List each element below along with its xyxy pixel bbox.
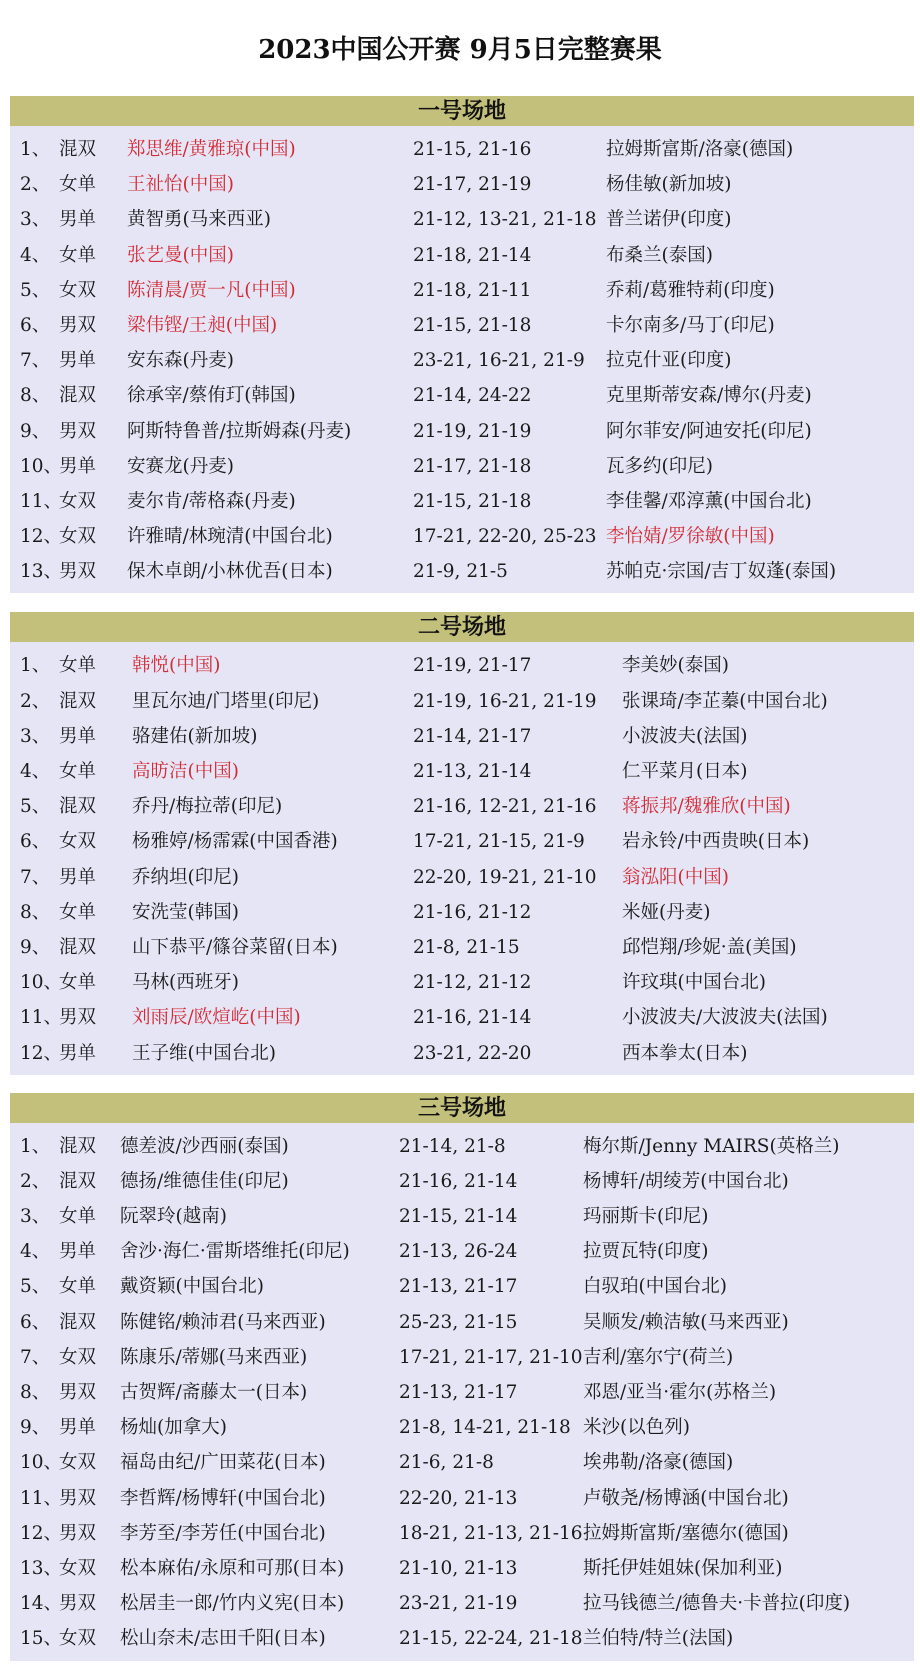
player-two: 杨佳敏(新加坡) (606, 174, 732, 196)
player-one: 德差波/沙西丽(泰国) (120, 1135, 289, 1157)
match-number: 11、 (20, 1487, 63, 1509)
match-event: 混双 (59, 1311, 97, 1333)
player-one: 李芳至/李芳任(中国台北) (120, 1522, 326, 1544)
match-event: 女双 (59, 1628, 97, 1650)
match-event: 男单 (59, 1417, 97, 1439)
match-score: 21-16, 21-14 (399, 1170, 518, 1192)
player-two: 克里斯蒂安森/博尔(丹麦) (606, 385, 812, 407)
match-row (10, 1000, 914, 1035)
match-number: 9、 (20, 936, 51, 958)
match-score: 21-18, 21-14 (413, 244, 532, 266)
match-number: 7、 (20, 866, 51, 888)
player-two: 乔莉/葛雅特莉(印度) (606, 279, 775, 301)
match-event: 女双 (59, 526, 97, 548)
match-score: 21-19, 21-19 (413, 420, 532, 442)
player-two: 普兰诺伊(印度) (606, 209, 732, 231)
player-two: 张课琦/李芷蓁(中国台北) (622, 690, 828, 712)
player-one: 德扬/维德佳佳(印尼) (120, 1170, 289, 1192)
match-row (10, 308, 914, 343)
player-two: 阿尔菲安/阿迪安托(印尼) (606, 420, 812, 442)
player-one: 保木卓朗/小林优吾(日本) (127, 561, 333, 583)
match-row (10, 754, 914, 789)
player-one: 王子维(中国台北) (132, 1042, 276, 1064)
match-number: 12、 (20, 526, 63, 548)
match-score: 21-16, 21-14 (413, 1007, 532, 1029)
player-two: 米娅(丹麦) (622, 901, 711, 923)
player-one: 许雅晴/林琬清(中国台北) (127, 526, 333, 548)
match-event: 男单 (59, 866, 97, 888)
player-one: 杨雅婷/杨霈霖(中国香港) (132, 831, 338, 853)
match-score: 21-16, 21-12 (413, 901, 532, 923)
player-one: 李哲辉/杨博轩(中国台北) (120, 1487, 326, 1509)
match-number: 11、 (20, 490, 63, 512)
player-one: 徐承宰/蔡侑玎(韩国) (127, 385, 296, 407)
match-event: 女单 (59, 244, 97, 266)
player-two: 梅尔斯/Jenny MAIRS(英格兰) (583, 1135, 840, 1157)
match-score: 21-19, 16-21, 21-19 (413, 690, 597, 712)
match-number: 15、 (20, 1628, 63, 1650)
player-two: 斯托伊娃姐妹(保加利亚) (583, 1557, 783, 1579)
match-score: 21-18, 21-11 (413, 279, 532, 301)
player-two: 玛丽斯卡(印尼) (583, 1206, 709, 1228)
match-event: 混双 (59, 1135, 97, 1157)
player-one: 乔纳坦(印尼) (132, 866, 239, 888)
match-event: 男双 (59, 1382, 97, 1403)
match-score: 25-23, 21-15 (399, 1311, 518, 1333)
match-event: 女单 (59, 1276, 97, 1298)
player-one: 黄智勇(马来西亚) (127, 209, 271, 231)
player-one: 戴资颖(中国台北) (120, 1276, 264, 1298)
player-two: 拉姆斯富斯/洛豪(德国) (606, 139, 794, 160)
match-score: 21-16, 12-21, 21-16 (413, 796, 597, 818)
match-score: 17-21, 22-20, 25-23 (413, 526, 597, 548)
match-number: 13、 (20, 561, 63, 583)
match-score: 22-20, 21-13 (399, 1487, 518, 1509)
match-score: 21-15, 21-18 (413, 490, 532, 512)
player-two: 苏帕克·宗国/吉丁奴蓬(泰国) (606, 561, 837, 583)
match-event: 混双 (59, 796, 97, 818)
player-two: 西本拳太(日本) (622, 1042, 748, 1064)
match-row (10, 1269, 914, 1304)
player-two: 小波波夫/大波波夫(法国) (622, 1007, 828, 1029)
player-one: 高昉洁(中国) (132, 761, 239, 782)
player-two: 邓恩/亚当·霍尔(苏格兰) (583, 1382, 777, 1403)
match-event: 男双 (59, 1487, 97, 1509)
match-score: 21-19, 21-17 (413, 655, 532, 677)
match-number: 4、 (20, 244, 51, 266)
match-number: 1、 (20, 139, 51, 160)
match-row (10, 378, 914, 413)
match-number: 13、 (20, 1557, 63, 1579)
player-one: 安洗莹(韩国) (132, 901, 239, 923)
match-number: 3、 (20, 209, 51, 231)
match-row (10, 789, 914, 824)
player-two: 白驭珀(中国台北) (583, 1276, 727, 1298)
match-event: 男单 (59, 455, 97, 477)
player-two: 许玟琪(中国台北) (622, 972, 766, 994)
match-score: 17-21, 21-17, 21-10 (399, 1346, 583, 1368)
match-row (10, 1551, 914, 1586)
match-row (10, 1410, 914, 1445)
match-row (10, 1199, 914, 1234)
match-number: 1、 (20, 655, 51, 677)
match-score: 21-8, 14-21, 21-18 (399, 1417, 571, 1439)
match-number: 9、 (20, 1417, 51, 1439)
player-one: 松居圭一郎/竹内义宪(日本) (120, 1593, 345, 1615)
match-score: 21-17, 21-18 (413, 455, 532, 477)
match-score: 21-15, 21-18 (413, 314, 532, 336)
player-one: 阿斯特鲁普/拉斯姆森(丹麦) (127, 420, 352, 442)
match-score: 21-14, 21-17 (413, 725, 532, 747)
match-number: 5、 (20, 796, 51, 818)
player-two: 拉马钱德兰/德鲁夫·卡普拉(印度) (583, 1593, 851, 1615)
match-list (10, 126, 914, 593)
match-number: 3、 (20, 725, 51, 747)
match-number: 11、 (20, 1007, 63, 1029)
match-event: 女双 (59, 279, 97, 301)
match-number: 5、 (20, 279, 51, 301)
player-one: 陈清晨/贾一凡(中国) (127, 279, 296, 301)
court-header: 二号场地 (10, 612, 914, 642)
player-one: 郑思维/黄雅琼(中国) (127, 139, 296, 160)
court-header: 三号场地 (10, 1093, 914, 1123)
match-event: 女单 (59, 972, 97, 994)
match-row (10, 684, 914, 719)
match-score: 21-14, 24-22 (413, 385, 532, 407)
player-two: 拉克什亚(印度) (606, 350, 732, 372)
match-event: 男单 (59, 1042, 97, 1064)
match-number: 7、 (20, 1346, 51, 1368)
match-row (10, 1234, 914, 1269)
match-score: 23-21, 22-20 (413, 1042, 532, 1064)
match-number: 12、 (20, 1042, 63, 1064)
match-number: 2、 (20, 174, 51, 196)
match-number: 6、 (20, 314, 51, 336)
match-score: 18-21, 21-13, 21-16 (399, 1522, 583, 1544)
match-row (10, 1621, 914, 1656)
match-number: 8、 (20, 901, 51, 923)
player-two: 兰伯特/特兰(法国) (583, 1628, 734, 1650)
match-row (10, 824, 914, 859)
player-one: 梁伟铿/王昶(中国) (127, 314, 278, 336)
match-row (10, 132, 914, 167)
match-event: 女单 (59, 761, 97, 782)
match-event: 女单 (59, 901, 97, 923)
match-event: 男单 (59, 725, 97, 747)
match-score: 21-13, 21-17 (399, 1382, 518, 1403)
match-number: 10、 (20, 972, 63, 994)
player-one: 韩悦(中国) (132, 655, 221, 677)
match-score: 21-13, 21-14 (413, 761, 532, 782)
player-two: 李美妙(泰国) (622, 655, 729, 677)
match-row (10, 1445, 914, 1480)
match-event: 混双 (59, 139, 97, 160)
match-score: 21-13, 21-17 (399, 1276, 518, 1298)
match-event: 女单 (59, 655, 97, 677)
match-event: 男单 (59, 1241, 97, 1263)
court-header: 一号场地 (10, 96, 914, 126)
match-number: 7、 (20, 350, 51, 372)
match-event: 男双 (59, 1007, 97, 1029)
match-score: 21-14, 21-8 (399, 1135, 506, 1157)
player-two: 布桑兰(泰国) (606, 244, 713, 266)
player-one: 马林(西班牙) (132, 972, 239, 994)
player-two: 吴顺发/赖洁敏(马来西亚) (583, 1311, 789, 1333)
player-two: 拉贾瓦特(印度) (583, 1241, 709, 1263)
match-row (10, 719, 914, 754)
match-row (10, 1375, 914, 1410)
player-one: 骆建佑(新加坡) (132, 725, 258, 747)
match-row (10, 202, 914, 237)
match-number: 10、 (20, 455, 63, 477)
match-row (10, 238, 914, 273)
match-event: 女双 (59, 1346, 97, 1368)
match-row (10, 895, 914, 930)
match-event: 男单 (59, 350, 97, 372)
match-number: 6、 (20, 831, 51, 853)
player-two: 仁平菜月(日本) (622, 761, 748, 782)
match-event: 混双 (59, 385, 97, 407)
court-section (10, 96, 914, 593)
match-number: 2、 (20, 1170, 51, 1192)
match-event: 男单 (59, 209, 97, 231)
player-one: 舍沙·海仁·雷斯塔维托(印尼) (120, 1241, 350, 1263)
match-row (10, 1129, 914, 1164)
match-score: 21-9, 21-5 (413, 561, 508, 583)
match-score: 21-15, 21-14 (399, 1206, 518, 1228)
match-list (10, 1123, 914, 1661)
match-event: 女双 (59, 490, 97, 512)
match-number: 4、 (20, 761, 51, 782)
match-number: 6、 (20, 1311, 51, 1333)
player-one: 杨灿(加拿大) (120, 1417, 227, 1439)
match-score: 23-21, 21-19 (399, 1593, 518, 1615)
player-one: 里瓦尔迪/门塔里(印尼) (132, 690, 320, 712)
match-score: 21-10, 21-13 (399, 1557, 518, 1579)
player-one: 乔丹/梅拉蒂(印尼) (132, 796, 283, 818)
player-one: 王祉怡(中国) (127, 174, 234, 196)
player-two: 岩永铃/中西贵映(日本) (622, 831, 810, 853)
match-row (10, 930, 914, 965)
match-number: 4、 (20, 1241, 51, 1263)
player-one: 古贺辉/斋藤太一(日本) (120, 1382, 308, 1403)
player-two: 李佳馨/邓淳薰(中国台北) (606, 490, 812, 512)
player-two: 邱恺翔/珍妮·盖(美国) (622, 936, 797, 958)
match-score: 21-6, 21-8 (399, 1452, 494, 1474)
court-section (10, 612, 914, 1074)
match-score: 21-17, 21-19 (413, 174, 532, 196)
player-one: 松本麻佑/永原和可那(日本) (120, 1557, 345, 1579)
match-event: 女单 (59, 174, 97, 196)
player-two: 蒋振邦/魏雅欣(中国) (622, 796, 791, 818)
player-one: 福岛由纪/广田菜花(日本) (120, 1452, 326, 1474)
player-two: 吉利/塞尔宁(荷兰) (583, 1346, 734, 1368)
match-row (10, 273, 914, 308)
match-row (10, 414, 914, 449)
match-event: 男双 (59, 1593, 97, 1615)
player-one: 麦尔肯/蒂格森(丹麦) (127, 490, 296, 512)
match-row (10, 965, 914, 1000)
page-title: 2023中国公开赛 9月5日完整赛果 (258, 35, 662, 65)
match-row (10, 1305, 914, 1340)
match-row (10, 1586, 914, 1621)
match-number: 5、 (20, 1276, 51, 1298)
match-event: 混双 (59, 936, 97, 958)
player-two: 米沙(以色列) (583, 1417, 690, 1439)
match-event: 女单 (59, 1206, 97, 1228)
match-event: 混双 (59, 690, 97, 712)
match-score: 17-21, 21-15, 21-9 (413, 831, 585, 853)
player-two: 瓦多约(印尼) (606, 455, 713, 477)
player-two: 小波波夫(法国) (622, 725, 748, 747)
match-score: 21-13, 26-24 (399, 1241, 518, 1263)
match-row (10, 1164, 914, 1199)
match-score: 23-21, 16-21, 21-9 (413, 350, 585, 372)
player-one: 张艺曼(中国) (127, 244, 234, 266)
match-number: 1、 (20, 1135, 51, 1157)
match-number: 9、 (20, 420, 51, 442)
court-section (10, 1093, 914, 1661)
match-row (10, 484, 914, 519)
match-score: 21-12, 21-12 (413, 972, 532, 994)
player-one: 阮翠玲(越南) (120, 1206, 227, 1228)
match-event: 男双 (59, 561, 97, 583)
player-one: 安东森(丹麦) (127, 350, 234, 372)
match-row (10, 167, 914, 202)
player-two: 卢敬尧/杨博涵(中国台北) (583, 1487, 789, 1509)
match-score: 21-15, 21-16 (413, 139, 532, 160)
player-two: 埃弗勒/洛豪(德国) (583, 1452, 734, 1474)
match-event: 混双 (59, 1170, 97, 1192)
player-two: 卡尔南多/马丁(印尼) (606, 314, 775, 336)
match-event: 男双 (59, 420, 97, 442)
match-row (10, 1340, 914, 1375)
match-number: 3、 (20, 1206, 51, 1228)
match-row (10, 449, 914, 484)
match-score: 21-8, 21-15 (413, 936, 520, 958)
player-one: 安赛龙(丹麦) (127, 455, 234, 477)
match-number: 10、 (20, 1452, 63, 1474)
player-one: 陈健铭/赖沛君(马来西亚) (120, 1311, 326, 1333)
match-event: 女双 (59, 1452, 97, 1474)
match-number: 8、 (20, 385, 51, 407)
match-score: 22-20, 19-21, 21-10 (413, 866, 597, 888)
player-two: 拉姆斯富斯/塞德尔(德国) (583, 1522, 789, 1544)
match-score: 21-12, 13-21, 21-18 (413, 209, 597, 231)
match-number: 2、 (20, 690, 51, 712)
player-two: 李怡婧/罗徐敏(中国) (606, 526, 775, 548)
match-row (10, 554, 914, 589)
player-two: 杨博轩/胡绫芳(中国台北) (583, 1170, 789, 1192)
match-number: 8、 (20, 1382, 51, 1403)
match-number: 14、 (20, 1593, 63, 1615)
match-event: 男双 (59, 1522, 97, 1544)
match-row (10, 1516, 914, 1551)
player-two: 翁泓阳(中国) (622, 866, 729, 888)
match-event: 女双 (59, 831, 97, 853)
player-one: 山下恭平/篠谷菜留(日本) (132, 936, 338, 958)
match-row (10, 1481, 914, 1516)
match-event: 男双 (59, 314, 97, 336)
player-one: 松山奈未/志田千阳(日本) (120, 1628, 326, 1650)
player-one: 刘雨辰/欧煊屹(中国) (132, 1007, 301, 1029)
player-one: 陈康乐/蒂娜(马来西亚) (120, 1346, 308, 1368)
match-number: 12、 (20, 1522, 63, 1544)
match-list (10, 642, 914, 1074)
match-score: 21-15, 22-24, 21-18 (399, 1628, 583, 1650)
match-row (10, 860, 914, 895)
match-row (10, 1036, 914, 1071)
match-row (10, 648, 914, 683)
match-event: 女双 (59, 1557, 97, 1579)
match-row (10, 519, 914, 554)
match-row (10, 343, 914, 378)
